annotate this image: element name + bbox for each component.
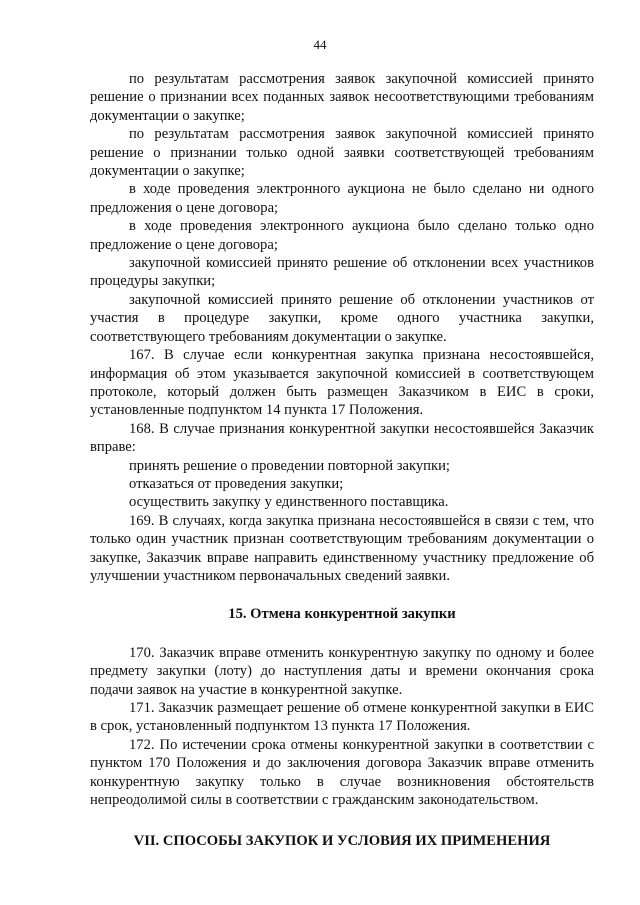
paragraph: отказаться от проведения закупки;: [129, 475, 344, 492]
paragraph: по результатам рассмотрения заявок закупочной комиссией принято решение о признании всех поданных заявок несоответствующими требованиям документации о закупке;: [90, 71, 594, 124]
paragraph: закупочной комиссией принято решение об отклонении всех участников процедуры закупки;: [90, 255, 594, 290]
paragraph: в ходе проведения электронного аукциона не было сделано ни одного предложения о цене договора;: [90, 181, 594, 216]
paragraph: осуществить закупку у единственного поставщика.: [129, 494, 449, 511]
page-number: 44: [313, 37, 327, 52]
chapter-heading-7: VII. СПОСОБЫ ЗАКУПОК И УСЛОВИЯ ИХ ПРИМЕНЕНИЯ: [133, 833, 551, 850]
document-body: [90, 70, 594, 851]
paragraph: в ходе проведения электронного аукциона было сделано только одно предложение о цене договора;: [90, 218, 594, 253]
paragraph-167: 167. В случае если конкурентная закупка признана несостоявшейся, информация об этом указывается закупочной комиссией в соответствующем протоколе, который должен быть размещен Заказчиком в ЕИС в сроки, установленные подпунктом 14 пункта 17 Положения.: [90, 347, 594, 419]
paragraph-171: 171. Заказчик размещает решение об отмене конкурентной закупки в ЕИС в срок, установленный подпунктом 13 пункта 17 Положения.: [90, 700, 594, 735]
paragraph: по результатам рассмотрения заявок закупочной комиссией принято решение о признании только одной заявки соответствующей требованиям документации о закупке;: [90, 126, 594, 180]
section-heading-15: 15. Отмена конкурентной закупки: [228, 606, 456, 623]
paragraph: закупочной комиссией принято решение об отклонении участников от участия в процедуре закупки, кроме одного участника закупки, соответствующего требованиям документации о закупке.: [90, 291, 594, 345]
paragraph-170: 170. Заказчик вправе отменить конкурентную закупку по одному и более предмету закупки (лоту) до наступления даты и времени окончания срока подачи заявок на участие в конкурентной закупке.: [90, 644, 594, 698]
paragraph: принять решение о проведении повторной закупки;: [129, 457, 450, 474]
paragraph-168: 168. В случае признания конкурентной закупки несостоявшейся Заказчик вправе:: [90, 420, 594, 456]
paragraph-169: 169. В случаях, когда закупка признана несостоявшейся в связи с тем, что только один участник признан соответствующим требованиям документации о закупке, Заказчик вправе направить единственному участнику предложение об улучшении участником первоначальных сведений заявки.: [90, 512, 594, 584]
paragraph-172: 172. По истечении срока отмены конкурентной закупки в соответствии с пунктом 170 Положения и до заключения договора Заказчик вправе отменить конкурентную закупку только в случае возникновения обстоятельств непреодолимой силы в соответствии с гражданским законодательством.: [90, 736, 594, 809]
